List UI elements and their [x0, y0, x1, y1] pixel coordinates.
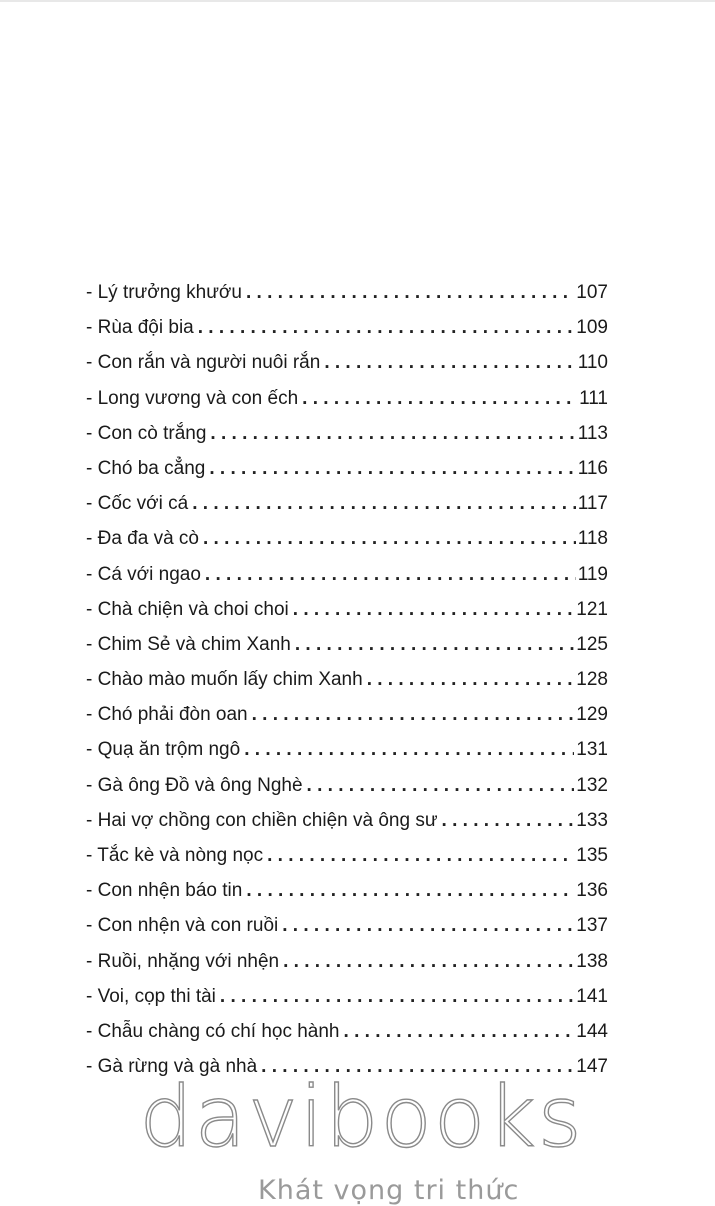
dot-leader [246, 881, 574, 900]
toc-entry [86, 317, 608, 352]
toc-entry-page: 129 [576, 704, 608, 726]
dot-leader [246, 283, 574, 302]
toc-entry [86, 599, 608, 634]
toc-entry-page: 110 [577, 352, 608, 374]
watermark-tagline: Khát vọng tri thức [258, 1175, 520, 1206]
toc-entry-page: 111 [579, 387, 608, 409]
toc-entry-title: - Lý trưởng khướu [86, 282, 242, 303]
toc-entry-page: 125 [576, 633, 608, 655]
toc-entry-page: 118 [577, 528, 608, 550]
dot-leader [267, 846, 574, 865]
table-of-contents [86, 282, 608, 1091]
toc-entry-title: - Con cò trắng [86, 422, 207, 444]
toc-entry [86, 810, 608, 845]
toc-entry-title: - Chó phải đòn oan [86, 704, 248, 726]
toc-entry-title: - Cá với ngao [86, 563, 201, 585]
toc-entry [86, 564, 608, 599]
toc-entry [86, 845, 608, 880]
toc-entry-page: 107 [576, 282, 608, 303]
toc-entry [86, 528, 608, 563]
toc-entry-page: 135 [576, 845, 608, 866]
toc-entry-title: - Gà rừng và gà nhà [86, 1056, 258, 1078]
toc-entry-title: - Chà chiện và choi choi [86, 598, 289, 620]
toc-entry-page: 116 [577, 457, 608, 479]
dot-leader [344, 1022, 575, 1041]
toc-entry-page: 117 [577, 493, 608, 515]
toc-entry [86, 634, 608, 669]
toc-entry-title: - Con rắn và người nuôi rắn [86, 352, 321, 374]
toc-entry [86, 388, 608, 423]
toc-entry-title: - Chào mào muốn lấy chim Xanh [86, 669, 363, 691]
dot-leader [210, 424, 575, 443]
toc-entry [86, 1021, 608, 1056]
toc-entry-title: - Chẫu chàng có chí học hành [86, 1020, 340, 1042]
toc-entry-title: - Cốc với cá [86, 493, 189, 515]
toc-entry-page: 147 [576, 1056, 608, 1078]
dot-leader [209, 459, 575, 478]
toc-entry-page: 132 [576, 774, 608, 796]
toc-entry-title: - Tắc kè và nòng nọc [86, 845, 264, 866]
toc-entry [86, 352, 608, 387]
toc-entry [86, 915, 608, 950]
toc-entry-page: 119 [577, 563, 608, 585]
toc-entry-title: - Con nhện báo tin [86, 880, 243, 902]
toc-entry [86, 951, 608, 986]
toc-entry-title: - Hai vợ chồng con chiền chiện và ông sư [86, 809, 438, 831]
dot-leader [282, 916, 574, 935]
toc-entry [86, 458, 608, 493]
dot-leader [192, 494, 576, 513]
toc-entry [86, 423, 608, 458]
dot-leader [442, 811, 575, 830]
dot-leader [283, 952, 574, 971]
toc-entry-title: - Chó ba cẳng [86, 457, 206, 479]
dot-leader [324, 353, 575, 372]
toc-entry-page: 133 [576, 809, 608, 831]
toc-entry-page: 141 [576, 985, 608, 1007]
dot-leader [220, 987, 574, 1006]
toc-entry-title: - Quạ ăn trộm ngô [86, 739, 241, 761]
dot-leader [244, 740, 574, 759]
toc-entry-title: - Gà ông Đồ và ông Nghè [86, 774, 303, 796]
toc-entry-title: - Con nhện và con ruồi [86, 915, 279, 937]
toc-entry [86, 986, 608, 1021]
toc-entry-title: - Rùa đội bia [86, 317, 194, 339]
toc-entry-title: - Long vương và con ếch [86, 387, 299, 409]
toc-entry [86, 493, 608, 528]
dot-leader [302, 389, 577, 408]
dot-leader [293, 600, 575, 619]
toc-entry-title: - Ruồi, nhặng với nhện [86, 950, 280, 972]
toc-entry [86, 669, 608, 704]
dot-leader [252, 705, 575, 724]
toc-entry-title: - Đa đa và cò [86, 528, 199, 550]
toc-entry-page: 121 [576, 598, 608, 620]
toc-entry-page: 109 [576, 317, 608, 339]
dot-leader [203, 529, 576, 548]
dot-leader [367, 670, 575, 689]
toc-entry-page: 128 [576, 669, 608, 691]
toc-entry-page: 144 [576, 1020, 608, 1042]
toc-entry-title: - Voi, cọp thi tài [86, 985, 216, 1007]
watermark-logo: davibooks [139, 1068, 584, 1166]
toc-entry-page: 113 [577, 422, 608, 444]
dot-leader [307, 776, 575, 795]
dot-leader [198, 318, 575, 337]
toc-entry [86, 880, 608, 915]
toc-entry-page: 136 [576, 880, 608, 902]
toc-entry-page: 131 [576, 739, 608, 761]
toc-entry [86, 739, 608, 774]
toc-entry-page: 137 [576, 915, 608, 937]
dot-leader [295, 635, 574, 654]
dot-leader [205, 565, 576, 584]
toc-entry [86, 775, 608, 810]
toc-entry-title: - Chim Sẻ và chim Xanh [86, 633, 291, 655]
toc-entry-page: 138 [576, 950, 608, 972]
toc-entry [86, 704, 608, 739]
toc-entry [86, 282, 608, 317]
publisher-watermark [0, 1068, 715, 1206]
